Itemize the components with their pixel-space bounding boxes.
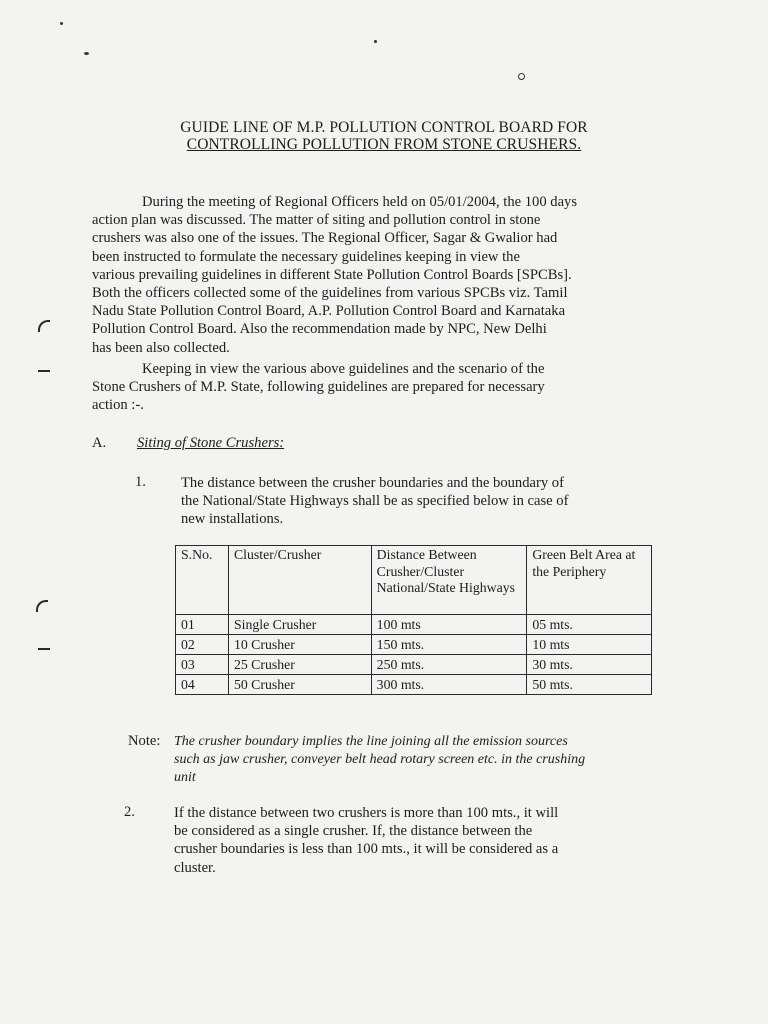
cell-distance: 250 mts.: [371, 655, 527, 675]
cell-green-belt: 50 mts.: [527, 675, 652, 695]
punch-hole-mark: [38, 370, 50, 372]
header-distance: Distance Between Crusher/Cluster National/State Highways: [371, 546, 527, 615]
section-a-title: Siting of Stone Crushers:: [137, 435, 285, 451]
scan-speck: [374, 40, 377, 43]
text-line: Pollution Control Board. Also the recommendation made by NPC, New Delhi: [92, 321, 547, 338]
text-line: Stone Crushers of M.P. State, following guidelines are prepared for necessary: [92, 379, 545, 396]
text-line: Nadu State Pollution Control Board, A.P. Pollution Control Board and Karnataka: [92, 303, 566, 320]
scan-speck: [84, 52, 89, 55]
header-green-belt: Green Belt Area at the Periphery: [527, 546, 652, 615]
cell-cluster: 25 Crusher: [228, 655, 371, 675]
table-row: [176, 655, 652, 675]
document-title-line1: GUIDE LINE OF M.P. POLLUTION CONTROL BOARD FOR: [180, 119, 588, 136]
cell-distance: 300 mts.: [371, 675, 527, 695]
text-line: Keeping in view the various above guidelines and the scenario of the: [142, 361, 545, 377]
punch-hole-mark: [36, 600, 48, 612]
table-header-row: [176, 546, 652, 615]
cell-cluster: 50 Crusher: [228, 675, 371, 695]
text-line: cluster.: [174, 859, 216, 876]
item-1-number: 1.: [135, 474, 146, 490]
text-line: such as jaw crusher, conveyer belt head rotary screen etc. in the crushing: [174, 752, 586, 768]
table-row: [176, 675, 652, 695]
header-sno: S.No.: [176, 546, 229, 615]
item-1-text: [181, 474, 651, 529]
text-line: action plan was discussed. The matter of siting and pollution control in stone: [92, 212, 541, 229]
text-line: been instructed to formulate the necessary guidelines keeping in view the: [92, 248, 520, 265]
cell-green-belt: 30 mts.: [527, 655, 652, 675]
text-line: If the distance between two crushers is more than 100 mts., it will: [174, 805, 559, 821]
document-title-line2: CONTROLLING POLLUTION FROM STONE CRUSHERS.: [186, 136, 582, 153]
distance-table: [175, 545, 652, 695]
cell-green-belt: 10 mts: [527, 635, 652, 655]
text-line: unit: [174, 770, 196, 786]
text-line: The crusher boundary implies the line joining all the emission sources: [174, 734, 568, 749]
text-line: new installations.: [181, 511, 284, 528]
table-row: [176, 615, 652, 635]
scan-speck: [60, 22, 63, 25]
header-cluster: Cluster/Crusher: [228, 546, 371, 615]
text-line: During the meeting of Regional Officers held on 05/01/2004, the 100 days: [142, 194, 578, 210]
text-line: has been also collected.: [92, 339, 230, 356]
text-line: crushers was also one of the issues. The Regional Officer, Sagar & Gwalior had: [92, 230, 558, 247]
text-line: various prevailing guidelines in different State Pollution Control Boards [SPCBs].: [92, 266, 572, 283]
cell-cluster: Single Crusher: [228, 615, 371, 635]
cell-sno: 03: [176, 655, 229, 675]
cell-sno: 01: [176, 615, 229, 635]
cell-green-belt: 05 mts.: [527, 615, 652, 635]
text-line: The distance between the crusher boundaries and the boundary of: [181, 475, 564, 491]
intro-paragraph-2: [92, 360, 658, 415]
note-label: Note:: [128, 733, 161, 749]
cell-sno: 02: [176, 635, 229, 655]
text-line: be considered as a single crusher. If, the distance between the: [174, 823, 533, 840]
cell-distance: 100 mts: [371, 615, 527, 635]
intro-paragraph-1: [92, 193, 658, 357]
section-a-label: A.: [92, 435, 107, 451]
cell-distance: 150 mts.: [371, 635, 527, 655]
text-line: action :-.: [92, 397, 144, 414]
note-text: [174, 733, 652, 788]
text-line: crusher boundaries is less than 100 mts., it will be considered as a: [174, 841, 559, 858]
text-line: Both the officers collected some of the guidelines from various SPCBs viz. Tamil: [92, 285, 568, 302]
scan-speck: [518, 73, 525, 80]
text-line: the National/State Highways shall be as specified below in case of: [181, 493, 569, 510]
punch-hole-mark: [38, 648, 50, 650]
table-row: [176, 635, 652, 655]
cell-cluster: 10 Crusher: [228, 635, 371, 655]
cell-sno: 04: [176, 675, 229, 695]
item-2-number: 2.: [124, 804, 135, 820]
punch-hole-mark: [38, 320, 50, 332]
item-2-text: [174, 804, 652, 877]
